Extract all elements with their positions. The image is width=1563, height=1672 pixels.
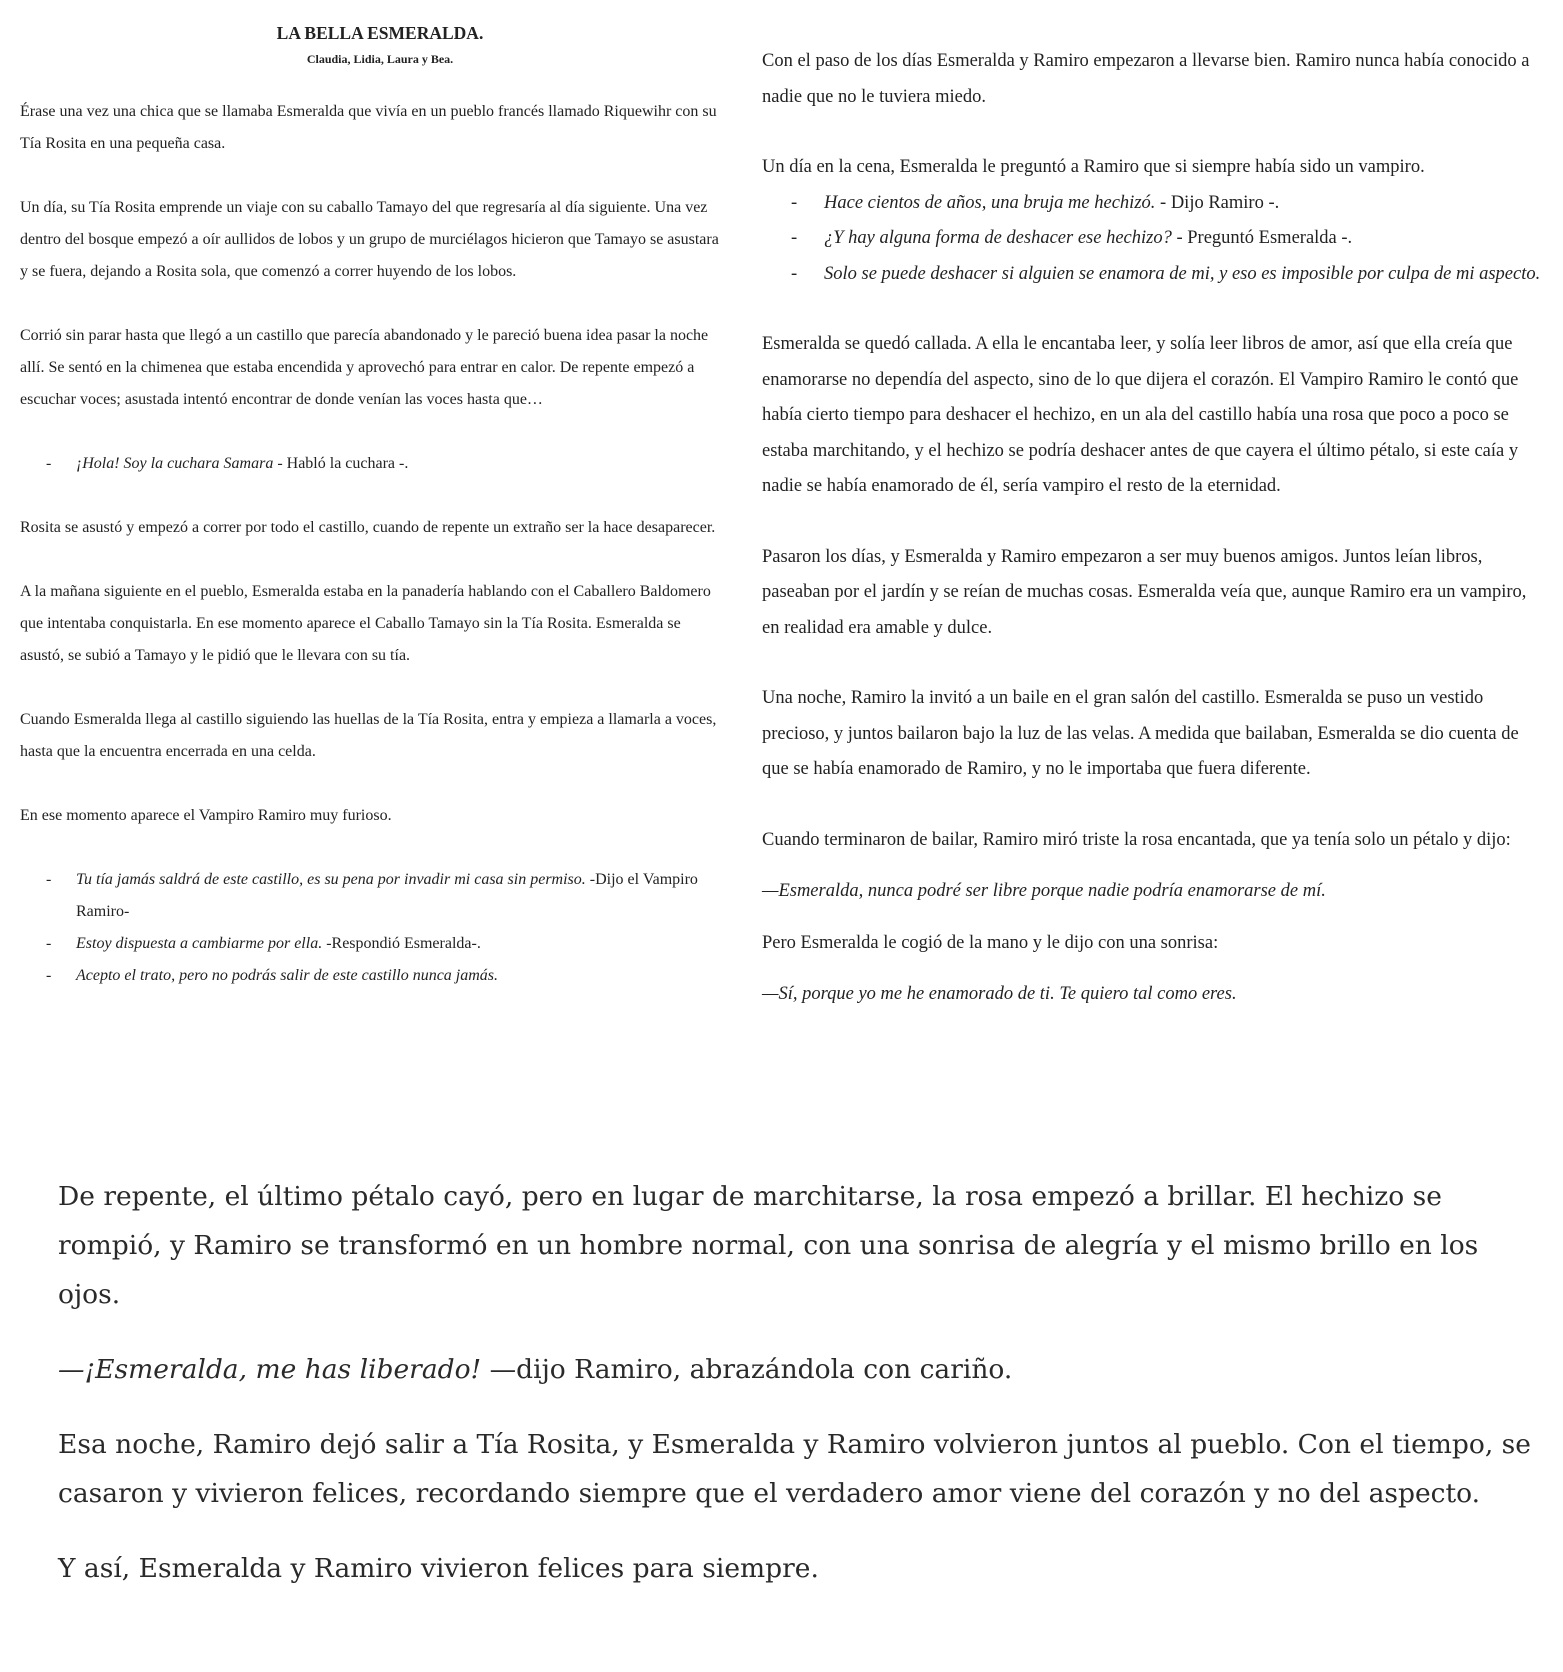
- paragraph: Cuando Esmeralda llega al castillo siguiendo las huellas de la Tía Rosita, entra y empieza a llamarla a voces, hasta que la encuentra encerrada en una celda.: [20, 711, 717, 760]
- dialogue-speech: —¡Esmeralda, me has liberado!: [58, 1354, 482, 1385]
- dialogue-line: [20, 448, 720, 480]
- dialogue-speech: —Sí, porque yo me he enamorado de ti. Te quiero tal como eres.: [762, 984, 1237, 1004]
- right-column: [762, 44, 1547, 1048]
- dialogue-tag: - Habló la cuchara -.: [273, 455, 409, 472]
- left-column: [20, 20, 720, 1024]
- paragraph: De repente, el último pétalo cayó, pero en lugar de marchitarse, la rosa empezó a brillar. El hechizo se rompió, y Ramiro se transformó en un hombre normal, con una sonrisa de alegría y el mismo brillo en los ojos.: [58, 1181, 1479, 1310]
- story-authors: Claudia, Lidia, Laura y Bea.: [306, 52, 454, 66]
- paragraph: Cuando terminaron de bailar, Ramiro miró triste la rosa encantada, que ya tenía solo un pétalo y dijo:: [762, 829, 1511, 850]
- dialogue-list: [20, 864, 720, 992]
- dialogue-list: [20, 448, 720, 480]
- paragraph: Érase una vez una chica que se llamaba Esmeralda que vivía en un pueblo francés llamado Riquewihr con su Tía Rosita en una pequeña casa.: [20, 103, 717, 152]
- paragraph: Esmeralda se quedó callada. A ella le encantaba leer, y solía leer libros de amor, así que ella creía que enamorarse no dependía del aspecto, sino de lo que dijera el corazón. El Vampiro Ramiro le contó que había cierto tiempo para deshacer el hechizo, en un ala del castillo había una rosa que poco a poco se estaba marchitando, y el hechizo se podría deshacer antes de que cayera el último pétalo, si este caía y nadie se había enamorado de él, sería vampiro el resto de la eternidad.: [762, 334, 1519, 496]
- dialogue-tag: - Preguntó Esmeralda -.: [1171, 228, 1353, 248]
- dialogue-line: [762, 257, 1547, 293]
- paragraph: Corrió sin parar hasta que llegó a un castillo que parecía abandonado y le pareció buena idea pasar la noche allí. Se sentó en la chimenea que estaba encendida y aprovechó para entrar en calor. De repente empezó a escuchar voces; asustada intentó encontrar de donde venían las voces hasta que…: [20, 327, 709, 408]
- dialogue-line: [20, 864, 720, 928]
- paragraph: Un día en la cena, Esmeralda le preguntó a Ramiro que si siempre había sido un vampiro.: [762, 157, 1425, 177]
- paragraph: Con el paso de los días Esmeralda y Ramiro empezaron a llevarse bien. Ramiro nunca había conocido a nadie que no le tuviera miedo.: [762, 51, 1530, 107]
- paragraph: Pero Esmeralda le cogió de la mano y le dijo con una sonrisa:: [762, 932, 1219, 953]
- paragraph: Un día, su Tía Rosita emprende un viaje con su caballo Tamayo del que regresaría al día siguiente. Una vez dentro del bosque empezó a oír aullidos de lobos y un grupo de murciélagos hicieron que Tamayo se asustara y se fuera, dejando a Rosita sola, que comenzó a correr huyendo de los lobos.: [20, 199, 719, 280]
- dialogue-line: [20, 928, 720, 960]
- paragraph: Rosita se asustó y empezó a correr por todo el castillo, cuando de repente un extraño ser la hace desaparecer.: [20, 519, 716, 536]
- paragraph: Una noche, Ramiro la invitó a un baile en el gran salón del castillo. Esmeralda se puso un vestido precioso, y juntos bailaron bajo la luz de las velas. A medida que bailaban, Esmeralda se dio cuenta de que se había enamorado de Ramiro, y no le importaba que fuera diferente.: [762, 688, 1519, 779]
- dialogue-line: [20, 960, 720, 992]
- story-title: LA BELLA ESMERALDA.: [276, 23, 484, 43]
- dialogue-speech: Hace cientos de años, una bruja me hechizó.: [824, 192, 1156, 213]
- dialogue-speech: —Esmeralda, nunca podré ser libre porque nadie podría enamorarse de mí.: [762, 881, 1326, 901]
- dialogue-line: [762, 977, 1547, 1013]
- paragraph: Pasaron los días, y Esmeralda y Ramiro empezaron a ser muy buenos amigos. Juntos leían libros, paseaban por el jardín y se reían de muchas cosas. Esmeralda veía que, aunque Ramiro era un vampiro, en realidad era amable y dulce.: [762, 546, 1527, 638]
- dialogue-line: [58, 1345, 1538, 1394]
- dialogue-line: [762, 874, 1547, 910]
- dialogue-list: [762, 186, 1547, 293]
- dialogue-speech: Estoy dispuesta a cambiarme por ella.: [76, 935, 323, 952]
- dialogue-tag: -Respondió Esmeralda-.: [322, 935, 481, 952]
- dialogue-speech: ¿Y hay alguna forma de deshacer ese hechizo?: [824, 228, 1172, 248]
- bottom-section: [58, 1172, 1538, 1619]
- paragraph: Y así, Esmeralda y Ramiro vivieron felices para siempre.: [58, 1553, 819, 1584]
- dialogue-line: [762, 221, 1547, 257]
- paragraph: Esa noche, Ramiro dejó salir a Tía Rosita, y Esmeralda y Ramiro volvieron juntos al pueblo. Con el tiempo, se casaron y vivieron felices, recordando siempre que el verdadero amor viene del corazón y no del aspecto.: [58, 1429, 1531, 1509]
- dialogue-speech: Solo se puede deshacer si alguien se enamora de mi, y eso es imposible por culpa de mi aspecto.: [824, 263, 1541, 284]
- paragraph: En ese momento aparece el Vampiro Ramiro muy furioso.: [20, 807, 392, 824]
- dialogue-speech: ¡Hola! Soy la cuchara Samara: [76, 455, 274, 472]
- dialogue-line: [762, 186, 1547, 222]
- dialogue-speech: Tu tía jamás saldrá de este castillo, es su pena por invadir mi casa sin permiso.: [76, 871, 586, 888]
- dialogue-speech: Acepto el trato, pero no podrás salir de este castillo nunca jamás.: [76, 967, 499, 984]
- dialogue-tag: —dijo Ramiro, abrazándola con cariño.: [481, 1354, 1013, 1385]
- dialogue-tag: - Dijo Ramiro -.: [1155, 192, 1280, 213]
- paragraph: A la mañana siguiente en el pueblo, Esmeralda estaba en la panadería hablando con el Caballero Baldomero que intentaba conquistarla. En ese momento aparece el Caballo Tamayo sin la Tía Rosita. Esmeralda se asustó, se subió a Tamayo y le pidió que le llevara con su tía.: [20, 583, 711, 664]
- dialogue-tag: -Dijo el Vampiro Ramiro-: [76, 871, 698, 920]
